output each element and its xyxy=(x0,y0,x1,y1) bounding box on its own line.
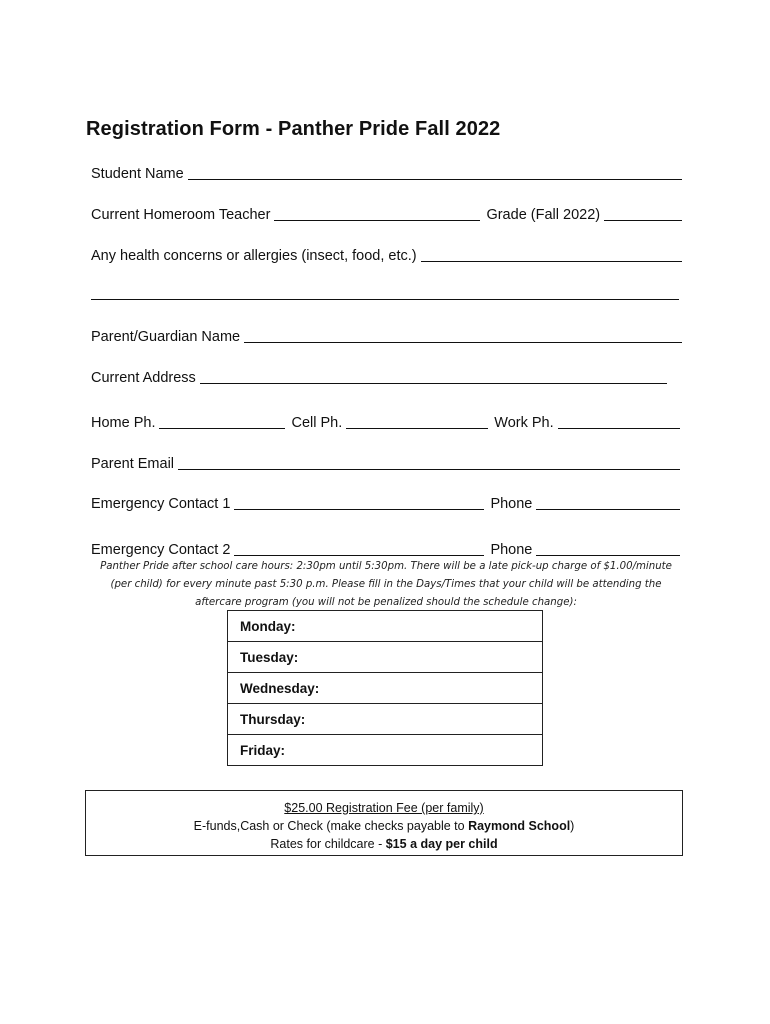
childcare-rates xyxy=(86,835,682,853)
day-thursday[interactable]: Thursday: xyxy=(228,704,543,735)
day-row[interactable] xyxy=(228,735,543,766)
homeroom-teacher-label: Current Homeroom Teacher xyxy=(91,207,271,223)
emergency-contact-2-label: Emergency Contact 2 xyxy=(91,542,231,558)
work-phone-input-line[interactable] xyxy=(558,428,680,429)
payment-suffix: ) xyxy=(570,819,575,833)
homeroom-row xyxy=(91,201,682,223)
parent-email-label: Parent Email xyxy=(91,456,175,472)
parent-email-row xyxy=(91,450,680,472)
parent-name-input-line[interactable] xyxy=(244,342,682,343)
grade-input-line[interactable] xyxy=(604,220,682,221)
payment-methods xyxy=(86,817,682,835)
day-monday[interactable]: Monday: xyxy=(228,611,543,642)
home-phone-input-line[interactable] xyxy=(159,428,285,429)
emergency-contact-1-phone-input-line[interactable] xyxy=(536,509,680,510)
health-extra-input-line[interactable] xyxy=(91,299,679,300)
rates-prefix: Rates for childcare - xyxy=(270,837,386,851)
homeroom-teacher-input-line[interactable] xyxy=(274,220,480,221)
day-tuesday[interactable]: Tuesday: xyxy=(228,642,543,673)
address-label: Current Address xyxy=(91,370,196,386)
phones-row xyxy=(91,409,680,431)
cell-phone-input-line[interactable] xyxy=(346,428,488,429)
days-table xyxy=(227,610,543,766)
form-title: Registration Form - Panther Pride Fall 2022 xyxy=(86,118,501,140)
parent-email-input-line[interactable] xyxy=(178,469,680,470)
emergency-contact-2-input-line[interactable] xyxy=(234,555,484,556)
day-row[interactable] xyxy=(228,673,543,704)
aftercare-note: Panther Pride after school care hours: 2:30pm until 5:30pm. There will be a late pick-up charge of $1.00/minute (per child) for every minute past 5:30 p.m. Please fill in the Days/Times that your child will be attending the aftercare program (you will not be penalized should the schedule change): xyxy=(100,561,672,608)
payment-payee: Raymond School xyxy=(468,819,571,833)
payment-prefix: E-funds,Cash or Check (make checks payable to xyxy=(193,819,469,833)
emergency-contact-2-phone-label: Phone xyxy=(490,542,533,558)
cell-phone-label: Cell Ph. xyxy=(291,415,343,431)
health-extra-row xyxy=(91,280,679,302)
student-name-row xyxy=(91,160,682,182)
emergency-contact-1-label: Emergency Contact 1 xyxy=(91,496,231,512)
home-phone-label: Home Ph. xyxy=(91,415,156,431)
fees-box xyxy=(85,790,683,856)
parent-name-row xyxy=(91,323,682,345)
day-wednesday[interactable]: Wednesday: xyxy=(228,673,543,704)
rates-value: $15 a day per child xyxy=(385,837,498,851)
work-phone-label: Work Ph. xyxy=(494,415,554,431)
emergency-contact-1-input-line[interactable] xyxy=(234,509,484,510)
address-input-line[interactable] xyxy=(200,383,667,384)
day-row[interactable] xyxy=(228,642,543,673)
registration-fee: $25.00 Registration Fee (per family) xyxy=(284,801,484,815)
emergency-contact-1-row xyxy=(91,490,680,512)
health-label: Any health concerns or allergies (insect, food, etc.) xyxy=(91,248,417,264)
address-row xyxy=(91,364,667,386)
emergency-contact-2-phone-input-line[interactable] xyxy=(536,555,680,556)
emergency-contact-1-phone-label: Phone xyxy=(490,496,533,512)
student-name-input-line[interactable] xyxy=(188,179,682,180)
parent-name-label: Parent/Guardian Name xyxy=(91,329,241,345)
day-friday[interactable]: Friday: xyxy=(228,735,543,766)
health-row xyxy=(91,242,682,264)
student-name-label: Student Name xyxy=(91,166,184,182)
day-row[interactable] xyxy=(228,611,543,642)
health-input-line[interactable] xyxy=(421,261,682,262)
grade-label: Grade (Fall 2022) xyxy=(486,207,601,223)
day-row[interactable] xyxy=(228,704,543,735)
emergency-contact-2-row xyxy=(91,536,680,558)
